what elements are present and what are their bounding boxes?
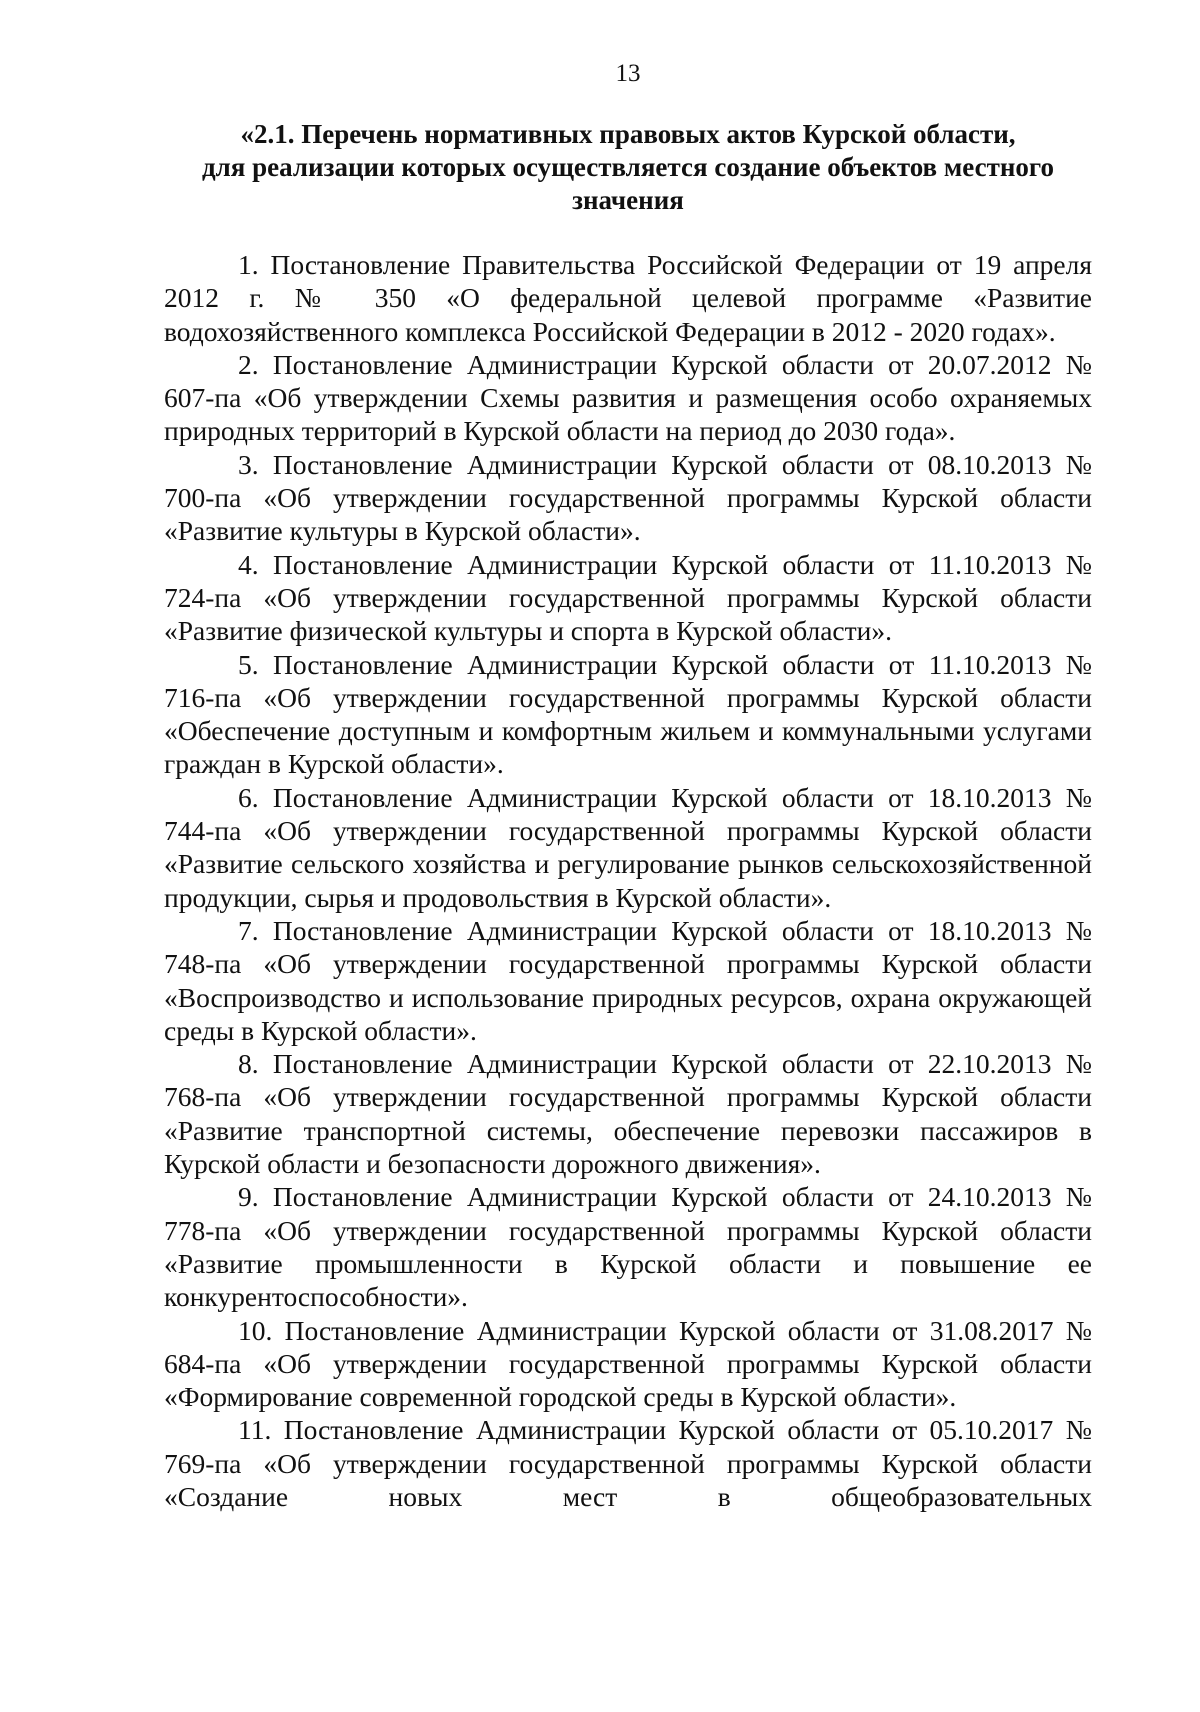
list-item: 10. Постановление Администрации Курской области от 31.08.2017 № 684-па «Об утверждении государственной программы Курской области «Формирование современной городской среды в Курской области». xyxy=(164,1314,1092,1413)
list-item: 2. Постановление Администрации Курской области от 20.07.2012 № 607-па «Об утверждении Схемы развития и размещения особо охраняемых природных территорий в Курской области на период до 2030 года». xyxy=(164,348,1092,447)
page-number: 13 xyxy=(615,60,641,87)
list-item: 6. Постановление Администрации Курской области от 18.10.2013 № 744-па «Об утверждении государственной программы Курской области «Развитие сельского хозяйства и регулирование рынков сельскохозяйственной продукции, сырья и продовольствия в Курской области». xyxy=(164,781,1092,913)
list-item: 7. Постановление Администрации Курской области от 18.10.2013 № 748-па «Об утверждении государственной программы Курской области «Воспроизводство и использование природных ресурсов, охрана окружающей среды в Курской области». xyxy=(164,914,1092,1046)
section-heading xyxy=(166,118,1090,217)
list-item: 4. Постановление Администрации Курской области от 11.10.2013 № 724-па «Об утверждении государственной программы Курской области «Развитие физической культуры и спорта в Курской области». xyxy=(164,548,1092,647)
list-item: 11. Постановление Администрации Курской области от 05.10.2017 № 769-па «Об утверждении государственной программы Курской области «Создание новых мест в общеобразовательных xyxy=(164,1414,1092,1512)
list-item: 8. Постановление Администрации Курской области от 22.10.2013 № 768-па «Об утверждении государственной программы Курской области «Развитие транспортной системы, обеспечение перевозки пассажиров в Курской области и безопасности дорожного движения». xyxy=(164,1048,1092,1180)
list-item: 9. Постановление Администрации Курской области от 24.10.2013 № 778-па «Об утверждении государственной программы Курской области «Развитие промышленности в Курской области и повышение ее конкурентоспособности». xyxy=(164,1181,1092,1313)
list-item: 5. Постановление Администрации Курской области от 11.10.2013 № 716-па «Об утверждении государственной программы Курской области «Обеспечение доступным и комфортным жильем и коммунальными услугами граждан в Курской области». xyxy=(164,648,1092,780)
heading-line: для реализации которых осуществляется создание объектов местного xyxy=(202,152,1054,182)
heading-line: «2.1. Перечень нормативных правовых актов Курской области, xyxy=(240,119,1016,149)
list-item: 1. Постановление Правительства Российской Федерации от 19 апреля 2012 г. № 350 «О федеральной целевой программе «Развитие водохозяйственного комплекса Российской Федерации в 2012 - 2020 годах». xyxy=(164,249,1092,347)
document-body xyxy=(164,248,1092,1513)
list-item: 3. Постановление Администрации Курской области от 08.10.2013 № 700-па «Об утверждении государственной программы Курской области «Развитие культуры в Курской области». xyxy=(164,448,1092,547)
heading-line: значения xyxy=(572,185,684,215)
